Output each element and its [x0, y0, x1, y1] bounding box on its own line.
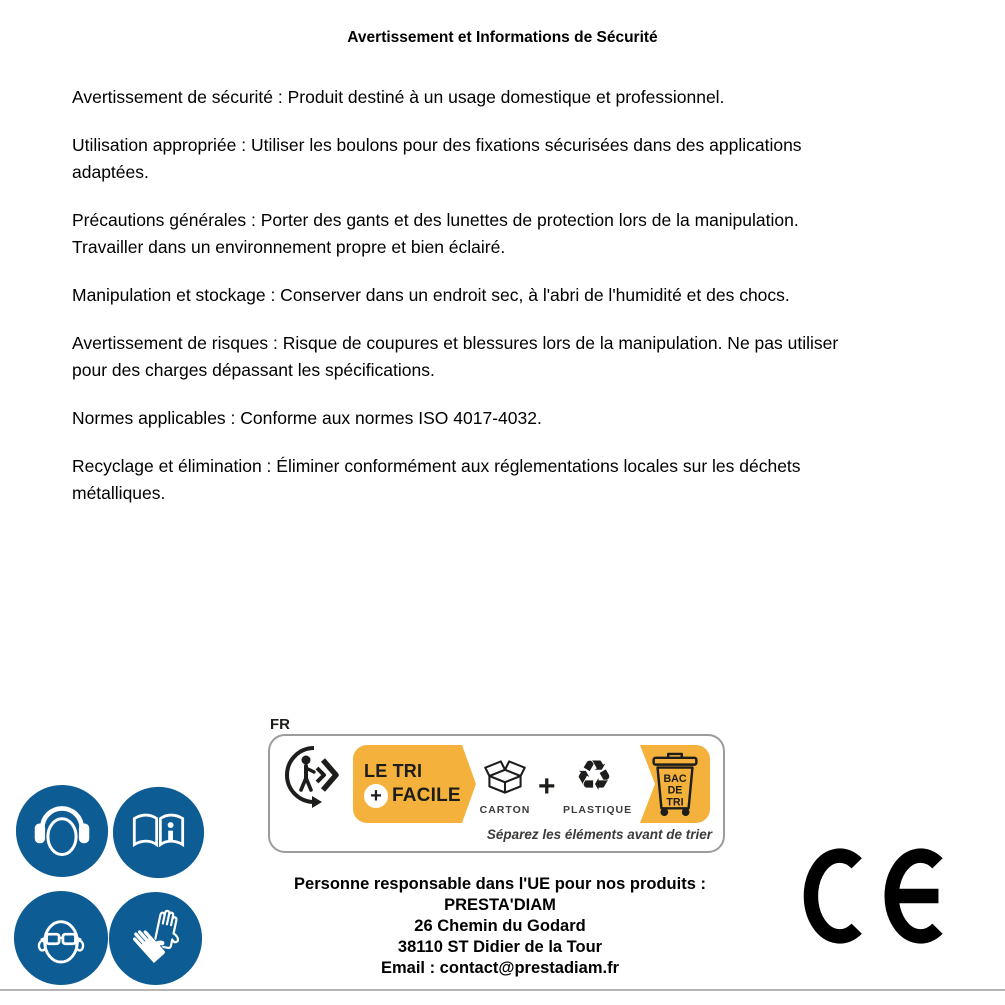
material-plastique: ♻ PLASTIQUE — [563, 752, 633, 816]
paragraph-recycling: Recyclage et élimination : Éliminer conformément aux réglementations locales sur les déchets métalliques. — [72, 456, 801, 503]
material-carton: CARTON — [474, 750, 536, 816]
company-name: PRESTA'DIAM — [444, 896, 556, 914]
read-manual-icon — [112, 786, 205, 879]
page-title: Avertissement et Informations de Sécurité — [347, 29, 658, 46]
sorting-tagline: Séparez les éléments avant de trier — [486, 827, 712, 842]
safety-text — [72, 84, 945, 528]
paragraph-safety-warning: Avertissement de sécurité : Produit destiné à un usage domestique et professionnel. — [72, 87, 725, 107]
address-city: 38110 ST Didier de la Tour — [397, 938, 603, 956]
country-code: FR — [270, 716, 290, 733]
bin-label-line3: TRI — [666, 796, 684, 809]
paragraph-handling-storage: Manipulation et stockage : Conserver dans un endroit sec, à l'abri de l'humidité et des chocs. — [72, 285, 790, 305]
wear-gloves-icon — [108, 891, 203, 986]
plus-separator: + — [538, 770, 556, 803]
waste-bin-icon — [650, 752, 700, 818]
contact-email: Email : contact@prestadiam.fr — [381, 959, 619, 977]
bin-label-line2: DE — [667, 784, 683, 797]
cardboard-box-icon — [478, 755, 532, 797]
paragraph-appropriate-use: Utilisation appropriée : Utiliser les boulons pour des fixations sécurisées dans des applications adaptées. — [72, 135, 802, 182]
responsible-person-block — [250, 874, 750, 979]
wear-eye-protection-icon — [13, 890, 109, 986]
paragraph-standards: Normes applicables : Conforme aux normes ISO 4017-4032. — [72, 408, 542, 428]
address-street: 26 Chemin du Godard — [414, 917, 586, 935]
recycling-arrows-icon: ♻ — [575, 752, 613, 799]
page-boundary-rule — [0, 989, 1005, 991]
responsible-heading: Personne responsable dans l'UE pour nos produits : — [294, 875, 706, 893]
info-tri-frame — [268, 734, 725, 853]
plus-circle-icon: + — [364, 784, 388, 808]
paragraph-risk-warning: Avertissement de risques : Risque de coupures et blessures lors de la manipulation. Ne pas utiliser pour des charges dépassant les spécifications. — [72, 333, 839, 380]
ce-marking-icon — [800, 846, 950, 946]
bin-label-line1: BAC — [663, 773, 687, 786]
triman-icon — [285, 742, 347, 808]
paragraph-general-precautions: Précautions générales : Porter des gants et des lunettes de protection lors de la manipulation. Travailler dans un environnement propre et bien éclairé. — [72, 210, 799, 257]
le-tri-facile-headline: LE TRI + FACILE — [364, 761, 461, 807]
wear-ear-protection-icon — [15, 784, 109, 878]
